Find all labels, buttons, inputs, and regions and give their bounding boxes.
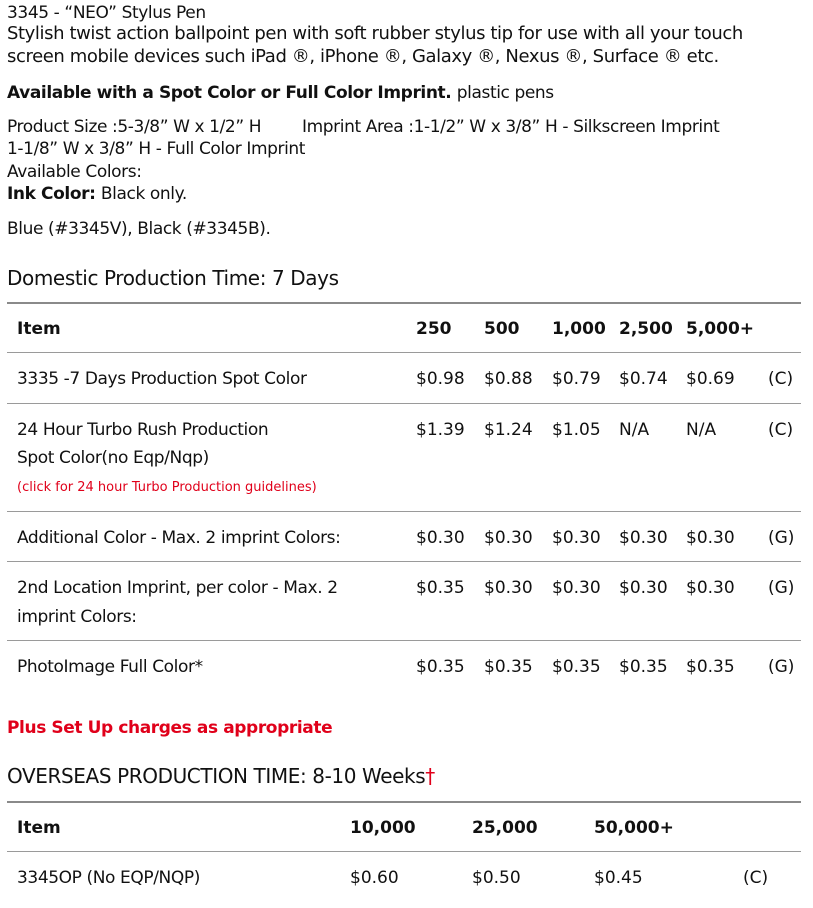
product-title: 3345 - “NEO” Stylus Pen	[7, 3, 206, 23]
table-rule	[7, 403, 801, 404]
price-cell: $0.30	[686, 578, 735, 598]
price-code: (C)	[743, 868, 769, 888]
column-header-2500: 2,500	[619, 319, 673, 339]
colors-list: Blue (#3345V), Black (#3345B).	[7, 219, 271, 239]
price-cell: $1.24	[484, 420, 533, 440]
price-cell: $0.98	[416, 369, 465, 389]
price-cell: $0.30	[552, 578, 601, 598]
price-code: (C)	[768, 420, 794, 440]
price-cell: $0.88	[484, 369, 533, 389]
full-color-imprint-size: 1-1/8” W x 3/8” H - Full Color Imprint	[7, 139, 306, 159]
price-cell: $0.35	[619, 657, 668, 677]
column-header-10000: 10,000	[350, 818, 416, 838]
price-cell: $1.39	[416, 420, 465, 440]
column-header-50000-plus: 50,000+	[594, 818, 674, 838]
row-item-label: 3345OP (No EQP/NQP)	[17, 868, 200, 888]
price-code: (G)	[768, 657, 795, 677]
price-cell: $0.30	[619, 528, 668, 548]
availability-bold: Available with a Spot Color or Full Color Imprint.	[7, 83, 452, 103]
table-rule	[7, 801, 801, 803]
table-rule	[7, 851, 801, 852]
column-header-item: Item	[17, 818, 61, 838]
column-header-1000: 1,000	[552, 319, 606, 339]
row-item-label: PhotoImage Full Color*	[17, 657, 203, 677]
row-item-label: 2nd Location Imprint, per color - Max. 2	[17, 578, 338, 598]
price-cell: $0.35	[416, 578, 465, 598]
price-cell: $0.35	[416, 657, 465, 677]
column-header-25000: 25,000	[472, 818, 538, 838]
ink-color-value: Black only.	[100, 184, 187, 204]
table-rule	[7, 302, 801, 304]
price-cell: $0.30	[416, 528, 465, 548]
row-item-label-line-2: imprint Colors:	[17, 607, 137, 627]
price-cell: N/A	[619, 420, 650, 440]
price-cell: $0.60	[350, 868, 399, 888]
turbo-guidelines-link[interactable]: (click for 24 hour Turbo Production guidelines)	[17, 480, 317, 495]
price-cell: $0.79	[552, 369, 601, 389]
price-cell: $1.05	[552, 420, 601, 440]
price-cell: $0.30	[686, 528, 735, 548]
price-cell: $0.35	[484, 657, 533, 677]
product-description-line-1: Stylish twist action ballpoint pen with soft rubber stylus tip for use with all your touch	[7, 23, 743, 44]
row-item-label: 24 Hour Turbo Rush Production	[17, 420, 269, 440]
price-cell: $0.50	[472, 868, 521, 888]
column-header-item: Item	[17, 319, 61, 339]
price-code: (G)	[768, 578, 795, 598]
row-item-label-line-2: Spot Color(no Eqp/Nqp)	[17, 448, 209, 468]
overseas-heading-text: OVERSEAS PRODUCTION TIME: 8-10 Weeks	[7, 764, 426, 788]
imprint-area: Imprint Area :1-1/2” W x 3/8” H - Silkscreen Imprint	[302, 117, 720, 137]
product-size: Product Size :5-3/8” W x 1/2” H	[7, 117, 262, 137]
column-header-250: 250	[416, 319, 452, 339]
available-colors-label: Available Colors:	[7, 162, 142, 182]
table-rule	[7, 352, 801, 353]
price-cell: $0.45	[594, 868, 643, 888]
table-rule	[7, 640, 801, 641]
table-rule	[7, 511, 801, 512]
price-cell: $0.30	[484, 578, 533, 598]
price-cell: $0.30	[552, 528, 601, 548]
price-cell: $0.35	[552, 657, 601, 677]
domestic-heading: Domestic Production Time: 7 Days	[7, 266, 339, 290]
table-rule	[7, 561, 801, 562]
price-cell: $0.30	[484, 528, 533, 548]
column-header-500: 500	[484, 319, 520, 339]
product-description-line-2: screen mobile devices such iPad ®, iPhone ®, Galaxy ®, Nexus ®, Surface ® etc.	[7, 46, 719, 67]
price-code: (C)	[768, 369, 794, 389]
price-cell: $0.30	[619, 578, 668, 598]
row-item-label: 3335 -7 Days Production Spot Color	[17, 369, 307, 389]
availability-rest: plastic pens	[456, 83, 554, 103]
availability-line	[7, 82, 554, 104]
ink-color-line	[7, 183, 187, 205]
price-cell: $0.69	[686, 369, 735, 389]
price-cell: $0.35	[686, 657, 735, 677]
column-header-5000-plus: 5,000+	[686, 319, 755, 339]
ink-color-label: Ink Color:	[7, 184, 96, 204]
price-cell: N/A	[686, 420, 717, 440]
price-code: (G)	[768, 528, 795, 548]
dagger-icon: †	[425, 764, 435, 788]
row-item-label: Additional Color - Max. 2 imprint Colors:	[17, 528, 341, 548]
price-cell: $0.74	[619, 369, 668, 389]
overseas-heading	[7, 763, 435, 789]
setup-charges-note: Plus Set Up charges as appropriate	[7, 718, 333, 738]
